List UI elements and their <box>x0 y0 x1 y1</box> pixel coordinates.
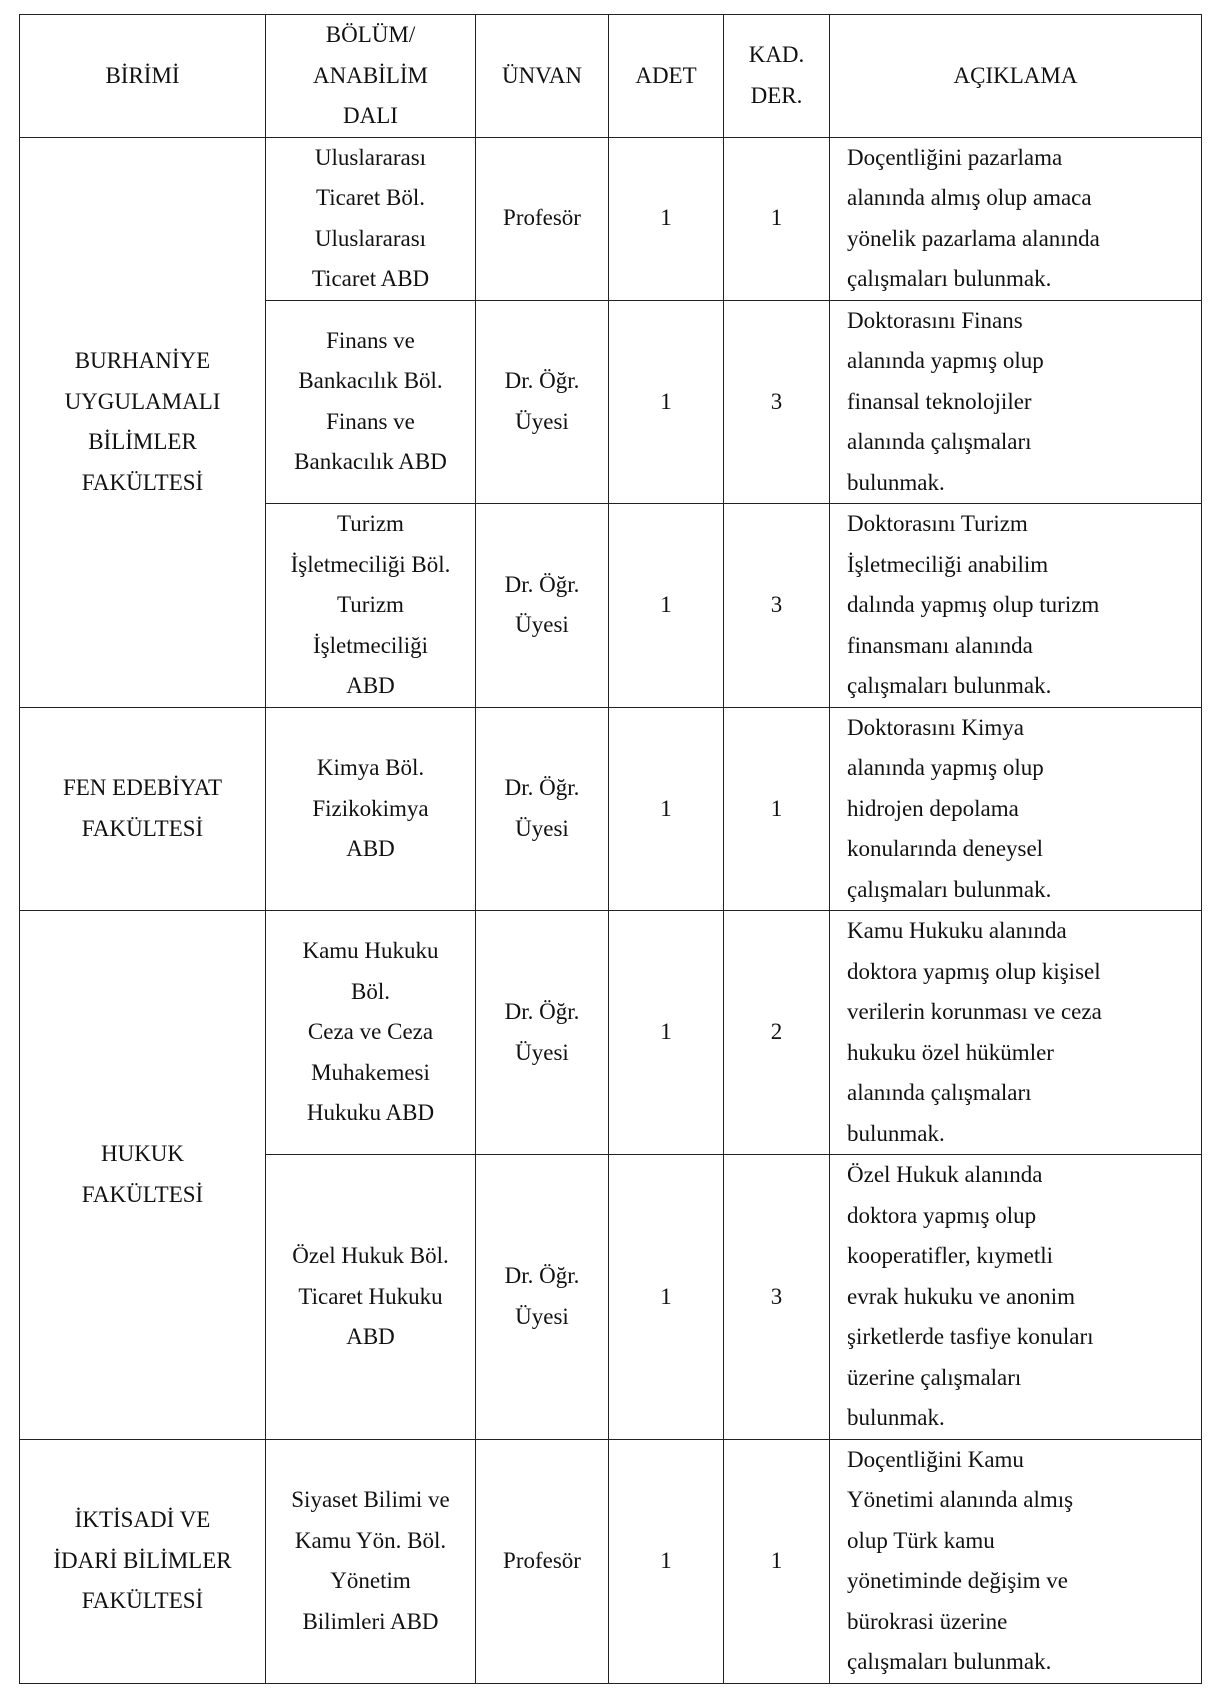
description-cell: Doçentliğini pazarlama alanında almış olup amaca yönelik pazarlama alanında çalışmaları bulunmak. <box>830 137 1202 300</box>
degree-cell: 3 <box>724 504 830 708</box>
title-cell: Dr. Öğr. Üyesi <box>476 707 609 911</box>
column-header-degree: KAD. DER. <box>724 15 830 138</box>
count-cell: 1 <box>609 911 724 1155</box>
description-cell: Doktorasını Turizm İşletmeciliği anabilim dalında yapmış olup turizm finansmanı alanında çalışmaları bulunmak. <box>830 504 1202 708</box>
unit-name-cell: FEN EDEBİYAT FAKÜLTESİ <box>20 707 266 911</box>
title-cell: Dr. Öğr. Üyesi <box>476 504 609 708</box>
degree-cell: 3 <box>724 300 830 504</box>
column-header-unit: BİRİMİ <box>20 15 266 138</box>
degree-cell: 1 <box>724 1439 830 1683</box>
title-cell: Profesör <box>476 137 609 300</box>
count-cell: 1 <box>609 300 724 504</box>
column-header-title: ÜNVAN <box>476 15 609 138</box>
department-cell: Turizm İşletmeciliği Böl. Turizm İşletmeciliği ABD <box>266 504 476 708</box>
description-cell: Kamu Hukuku alanında doktora yapmış olup kişisel verilerin korunması ve ceza hukuku özel hükümler alanında çalışmaları bulunmak. <box>830 911 1202 1155</box>
description-cell: Doktorasını Finans alanında yapmış olup finansal teknolojiler alanında çalışmaları bulunmak. <box>830 300 1202 504</box>
header-row <box>20 15 1202 138</box>
column-header-count: ADET <box>609 15 724 138</box>
table-row <box>20 707 1202 911</box>
column-header-department: BÖLÜM/ ANABİLİM DALI <box>266 15 476 138</box>
department-cell: Kimya Böl. Fizikokimya ABD <box>266 707 476 911</box>
department-cell: Finans ve Bankacılık Böl. Finans ve Bankacılık ABD <box>266 300 476 504</box>
department-cell: Kamu Hukuku Böl. Ceza ve Ceza Muhakemesi Hukuku ABD <box>266 911 476 1155</box>
title-cell: Dr. Öğr. Üyesi <box>476 300 609 504</box>
unit-name-cell: BURHANİYE UYGULAMALI BİLİMLER FAKÜLTESİ <box>20 137 266 707</box>
degree-cell: 2 <box>724 911 830 1155</box>
title-cell: Dr. Öğr. Üyesi <box>476 1155 609 1440</box>
unit-name-cell: HUKUK FAKÜLTESİ <box>20 911 266 1440</box>
table-body <box>20 15 1202 1684</box>
count-cell: 1 <box>609 137 724 300</box>
count-cell: 1 <box>609 1439 724 1683</box>
degree-cell: 1 <box>724 137 830 300</box>
department-cell: Uluslararası Ticaret Böl. Uluslararası Ticaret ABD <box>266 137 476 300</box>
count-cell: 1 <box>609 504 724 708</box>
count-cell: 1 <box>609 1155 724 1440</box>
table-row <box>20 137 1202 300</box>
table-row <box>20 1439 1202 1683</box>
unit-name-cell: İKTİSADİ VE İDARİ BİLİMLER FAKÜLTESİ <box>20 1439 266 1683</box>
description-cell: Özel Hukuk alanında doktora yapmış olup kooperatifler, kıymetli evrak hukuku ve anonim şirketlerde tasfiye konuları üzerine çalışmaları bulunmak. <box>830 1155 1202 1440</box>
degree-cell: 3 <box>724 1155 830 1440</box>
count-cell: 1 <box>609 707 724 911</box>
title-cell: Profesör <box>476 1439 609 1683</box>
description-cell: Doktorasını Kimya alanında yapmış olup hidrojen depolama konularında deneysel çalışmaları bulunmak. <box>830 707 1202 911</box>
department-cell: Özel Hukuk Böl. Ticaret Hukuku ABD <box>266 1155 476 1440</box>
description-cell: Doçentliğini Kamu Yönetimi alanında almış olup Türk kamu yönetiminde değişim ve bürokrasi üzerine çalışmaları bulunmak. <box>830 1439 1202 1683</box>
degree-cell: 1 <box>724 707 830 911</box>
column-header-description: AÇIKLAMA <box>830 15 1202 138</box>
title-cell: Dr. Öğr. Üyesi <box>476 911 609 1155</box>
table-row <box>20 911 1202 1155</box>
staff-positions-table <box>19 14 1202 1684</box>
department-cell: Siyaset Bilimi ve Kamu Yön. Böl. Yönetim Bilimleri ABD <box>266 1439 476 1683</box>
